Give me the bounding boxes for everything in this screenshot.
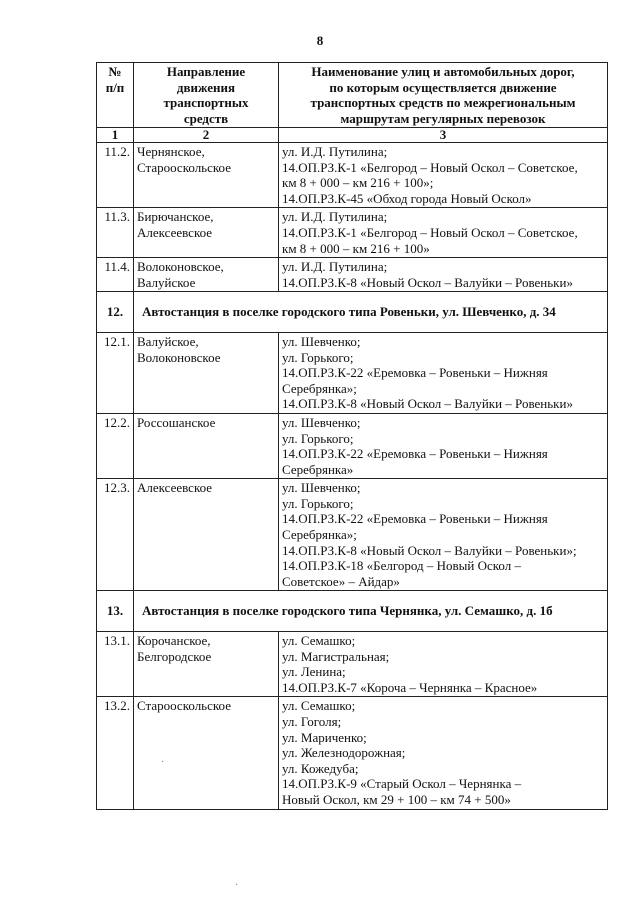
column-number-row <box>97 128 608 143</box>
row-number: 13.2. <box>97 697 134 809</box>
streets-cell <box>279 479 608 591</box>
street-line: ул. Горького; <box>282 430 354 446</box>
table-row <box>97 143 608 208</box>
header-direction: Направление движения транспортных средств <box>134 63 279 128</box>
street-line: Серебрянка»; <box>282 380 357 396</box>
street-line: км 8 + 000 – км 216 + 100»; <box>282 175 434 191</box>
direction-line: Чернянское, <box>137 144 205 159</box>
streets-cell <box>279 258 608 292</box>
street-line: ул. Шевченко; <box>282 480 361 496</box>
street-line: ул. И.Д. Путилина; <box>282 209 388 225</box>
table-row <box>97 697 608 809</box>
section-number: 13. <box>97 591 134 632</box>
table-row <box>97 258 608 292</box>
direction-cell <box>134 413 279 478</box>
street-line: ул. Семашко; <box>282 633 356 649</box>
row-number: 11.2. <box>97 143 134 208</box>
table-body <box>97 143 608 810</box>
row-number: 12.1. <box>97 332 134 413</box>
street-line: ул. Мариченко; <box>282 729 367 745</box>
street-line: ул. И.Д. Путилина; <box>282 259 388 275</box>
streets-cell <box>279 208 608 258</box>
street-line: Новый Оскол, км 29 + 100 – км 74 + 500» <box>282 791 511 807</box>
table-row <box>97 332 608 413</box>
street-line: Серебрянка»; <box>282 527 357 543</box>
street-line: Серебрянка» <box>282 461 354 477</box>
street-line: ул. Семашко; <box>282 698 356 714</box>
header-number: № п/п <box>97 63 134 128</box>
direction-cell <box>134 479 279 591</box>
direction-cell <box>134 143 279 208</box>
scan-dot: · <box>161 757 165 768</box>
direction-line: Валуйское <box>137 274 196 290</box>
direction-cell <box>134 208 279 258</box>
street-line: ул. Железнодорожная; <box>282 745 406 761</box>
direction-line: Валуйское, <box>137 333 199 349</box>
row-number: 13.1. <box>97 632 134 697</box>
direction-line: Корочанское, <box>137 633 211 649</box>
street-line: 14.ОП.РЗ.К-18 «Белгород – Новый Оскол – <box>282 558 521 574</box>
street-line: ул. Ленина; <box>282 664 346 680</box>
streets-cell <box>279 332 608 413</box>
street-line: 14.ОП.РЗ.К-22 «Еремовка – Ровеньки – Нижняя <box>282 446 548 462</box>
column-number: 1 <box>97 128 134 143</box>
direction-line: Волоконовское, <box>137 259 224 275</box>
street-line: ул. И.Д. Путилина; <box>282 144 388 159</box>
row-number: 12.3. <box>97 479 134 591</box>
street-line: ул. Магистральная; <box>282 648 390 664</box>
street-line: 14.ОП.РЗ.К-22 «Еремовка – Ровеньки – Нижняя <box>282 511 548 527</box>
street-line: 14.ОП.РЗ.К-22 «Еремовка – Ровеньки – Нижняя <box>282 365 548 381</box>
section-title: Автостанция в поселке городского типа Чернянка, ул. Семашко, д. 1б <box>134 591 608 632</box>
street-line: 14.ОП.РЗ.К-1 «Белгород – Новый Оскол – Советское, <box>282 224 578 240</box>
row-number: 11.4. <box>97 258 134 292</box>
direction-line: Алексеевское <box>137 480 213 496</box>
row-number: 11.3. <box>97 208 134 258</box>
table-header-row <box>97 63 608 128</box>
street-line: 14.ОП.РЗ.К-8 «Новый Оскол – Валуйки – Ровеньки» <box>282 274 573 290</box>
streets-cell <box>279 143 608 208</box>
column-number: 3 <box>279 128 608 143</box>
table-row <box>97 479 608 591</box>
row-number: 12.2. <box>97 413 134 478</box>
street-line: ул. Шевченко; <box>282 333 361 349</box>
table-row <box>97 413 608 478</box>
section-row <box>97 292 608 333</box>
street-line: ул. Шевченко; <box>282 414 361 430</box>
street-line: 14.ОП.РЗ.К-8 «Новый Оскол – Валуйки – Ровеньки»; <box>282 542 577 558</box>
header-streets: Наименование улиц и автомобильных дорог, по которым осуществляется движение транспортных средств по межрегиональным маршрутам регулярных перевозок <box>279 63 608 128</box>
direction-line: Бирючанское, <box>137 209 214 225</box>
direction-cell <box>134 332 279 413</box>
street-line: 14.ОП.РЗ.К-7 «Короча – Чернянка – Красное» <box>282 679 538 695</box>
street-line: 14.ОП.РЗ.К-45 «Обход города Новый Оскол» <box>282 190 532 206</box>
section-title: Автостанция в поселке городского типа Ровеньки, ул. Шевченко, д. 34 <box>134 292 608 333</box>
streets-cell <box>279 632 608 697</box>
direction-line: Белгородское <box>137 648 212 664</box>
table-row <box>97 208 608 258</box>
street-line: ул. Гоголя; <box>282 714 342 729</box>
scan-dot: · <box>235 880 239 891</box>
section-number: 12. <box>97 292 134 333</box>
streets-cell <box>279 413 608 478</box>
street-line: 14.ОП.РЗ.К-8 «Новый Оскол – Валуйки – Ровеньки» <box>282 396 573 412</box>
direction-line: Старооскольское <box>137 698 231 714</box>
direction-cell <box>134 632 279 697</box>
street-line: ул. Кожедуба; <box>282 760 359 776</box>
routes-table <box>96 62 608 810</box>
street-line: 14.ОП.РЗ.К-1 «Белгород – Новый Оскол – Советское, <box>282 159 578 175</box>
street-line: ул. Горького; <box>282 349 354 365</box>
streets-cell <box>279 697 608 809</box>
street-line: ул. Горького; <box>282 495 354 511</box>
direction-line: Старооскольское <box>137 159 231 175</box>
direction-cell <box>134 697 279 809</box>
direction-line: Волоконовское <box>137 349 221 365</box>
column-number: 2 <box>134 128 279 143</box>
table-row <box>97 632 608 697</box>
street-line: 14.ОП.РЗ.К-9 «Старый Оскол – Чернянка – <box>282 776 522 792</box>
direction-line: Алексеевское <box>137 224 213 240</box>
page-number: 8 <box>316 33 324 48</box>
street-line: Советское» – Айдар» <box>282 573 400 589</box>
section-row <box>97 591 608 632</box>
direction-line: Россошанское <box>137 414 216 430</box>
street-line: км 8 + 000 – км 216 + 100» <box>282 240 430 256</box>
direction-cell <box>134 258 279 292</box>
